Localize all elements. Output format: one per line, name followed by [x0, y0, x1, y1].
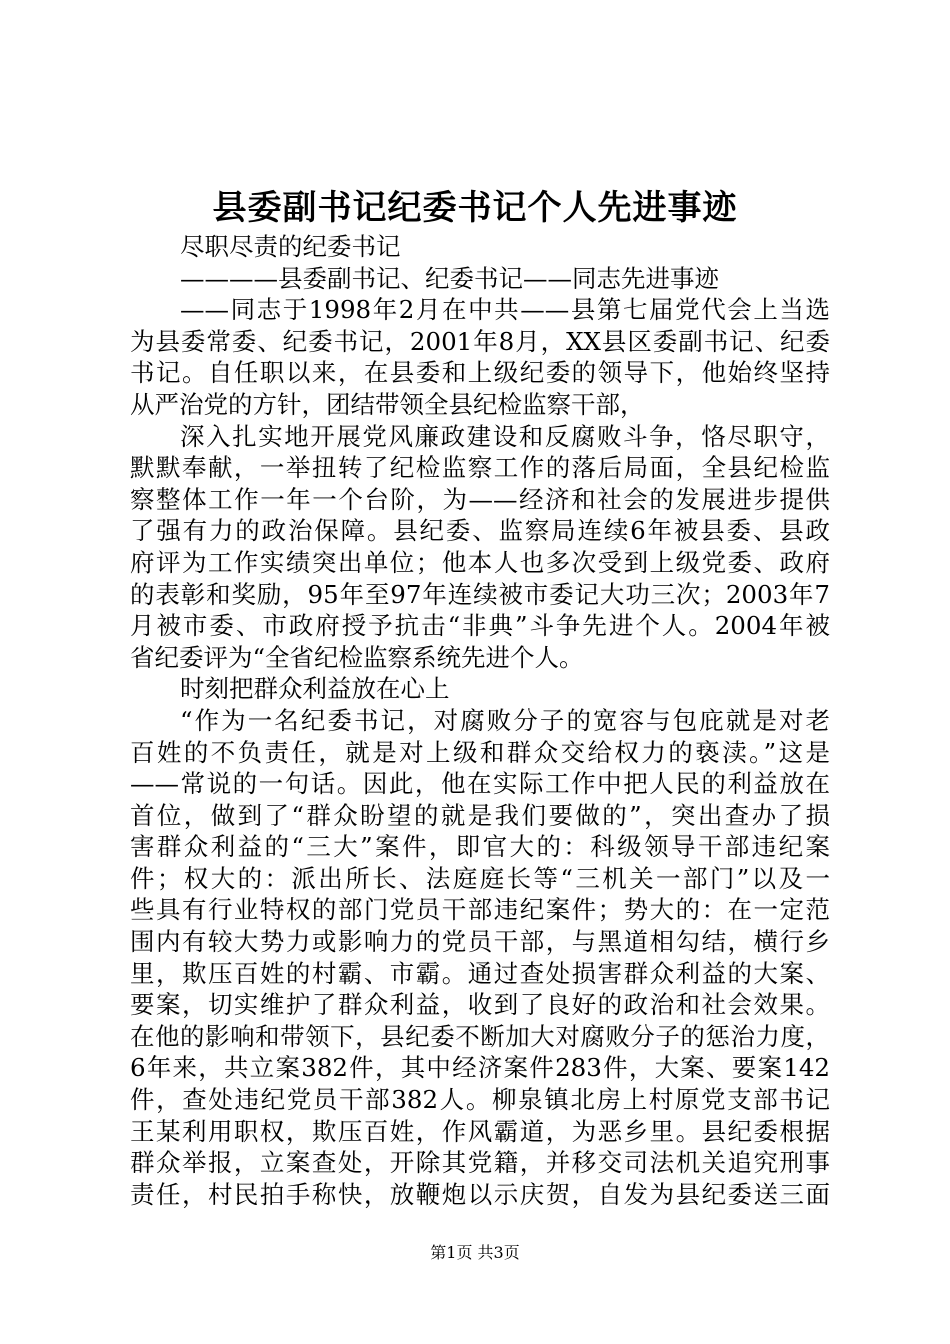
text-line: 6年来，共立案382件，其中经济案件283件，大案、要案142 [130, 1053, 830, 1083]
text-line: 首位，做到了“群众盼望的就是我们要做的”，突出查办了损 [130, 800, 830, 830]
text-line: 件，查处违纪党员干部382人。柳泉镇北房上村原党支部书记 [130, 1085, 830, 1115]
text-line: 群众举报，立案查处，开除其党籍，并移交司法机关追究刑事 [130, 1148, 830, 1178]
text-line: 书记。自任职以来，在县委和上级纪委的领导下，他始终坚持 [130, 358, 830, 388]
text-line: 月被市委、市政府授予抗击“非典”斗争先进个人。2004年被 [130, 611, 830, 641]
page-number: 第1页 共3页 [430, 1243, 520, 1262]
text-line: 些具有行业特权的部门党员干部违纪案件；势大的：在一定范 [130, 895, 830, 925]
text-line: 害群众利益的“三大”案件，即官大的：科级领导干部违纪案 [130, 832, 830, 862]
text-line: 府评为工作实绩突出单位；他本人也多次受到上级党委、政府 [130, 547, 830, 577]
text-line: ——同志于1998年2月在中共——县第七届党代会上当选 [180, 295, 830, 325]
subtitle-line: 尽职尽责的纪委书记 [180, 232, 401, 261]
document-body [130, 231, 830, 1210]
text-line: 围内有较大势力或影响力的党员干部，与黑道相勾结，横行乡 [130, 927, 830, 957]
text-line: 从严治党的方针，团结带领全县纪检监察干部， [130, 389, 645, 419]
text-line: 察整体工作一年一个台阶，为——经济和社会的发展进步提供 [130, 484, 830, 514]
text-line: 的表彰和奖励，95年至97年连续被市委记大功三次；2003年7 [130, 579, 830, 609]
text-line: 里，欺压百姓的村霸、市霸。通过查处损害群众利益的大案、 [130, 958, 830, 988]
text-line: “作为一名纪委书记，对腐败分子的宽容与包庇就是对老 [180, 705, 830, 735]
subtitle-line: ————县委副书记、纪委书记——同志先进事迹 [180, 263, 719, 293]
document-title: 县委副书记纪委书记个人先进事迹 [212, 188, 738, 228]
text-line: 百姓的不负责任，就是对上级和群众交给权力的亵渎。”这是 [130, 737, 830, 767]
section-heading: 时刻把群众利益放在心上 [180, 674, 450, 704]
text-line: 要案，切实维护了群众利益，收到了良好的政治和社会效果。 [130, 990, 830, 1020]
text-line: 了强有力的政治保障。县纪委、监察局连续6年被县委、县政 [130, 516, 830, 546]
text-line: 王某利用职权，欺压百姓，作风霸道，为恶乡里。县纪委根据 [130, 1116, 830, 1146]
text-line: 省纪委评为“全省纪检监察系统先进个人。 [130, 642, 584, 672]
text-line: ——常说的一句话。因此，他在实际工作中把人民的利益放在 [130, 769, 830, 799]
text-line: 深入扎实地开展党风廉政建设和反腐败斗争，恪尽职守， [180, 421, 830, 451]
text-line: 件；权大的：派出所长、法庭庭长等“三机关一部门”以及一 [130, 863, 830, 893]
text-line: 在他的影响和带领下，县纪委不断加大对腐败分子的惩治力度， [130, 1021, 830, 1051]
text-line: 为县委常委、纪委书记，2001年8月，XX县区委副书记、纪委 [130, 326, 830, 356]
text-line: 默默奉献，一举扭转了纪检监察工作的落后局面，全县纪检监 [130, 453, 830, 483]
text-line: 责任，村民拍手称快，放鞭炮以示庆贺，自发为县纪委送三面 [130, 1179, 830, 1209]
